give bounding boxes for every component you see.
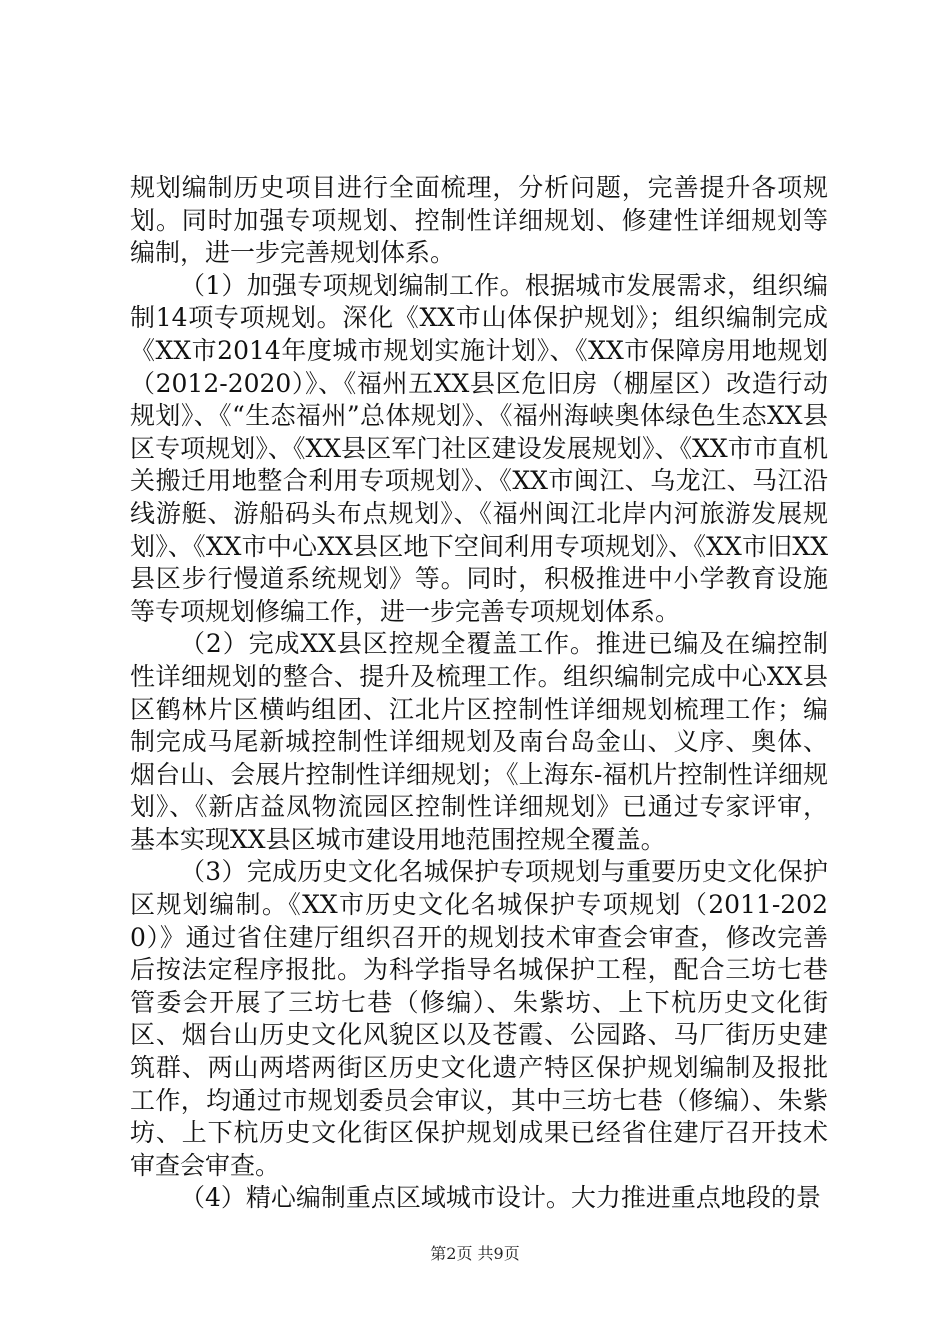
document-body [130,172,828,1215]
page-footer: 第2页 共9页 [430,1244,520,1263]
paragraph-urban-design: （4）精心编制重点区域城市设计。大力推进重点地段的景 [180,1183,821,1213]
paragraph-special-plans: （1）加强专项规划编制工作。根据城市发展需求，组织编制14项专项规划。深化《XX市山体保护规划》；组织编制完成《XX市2014年度城市规划实施计划》、《XX市保障房用地规划（2012-2020）》、《福州五XX县区危旧房（棚屋区）改造行动规划》、《“生态福州”总体规划》、《福州海峡奥体绿色生态XX县区专项规划》、《XX县区军门社区建设发展规划》、《XX市市直机关搬迁用地整合利用专项规划》、《XX市闽江、乌龙江、马江沿线游艇、游船码头布点规划》、《福州闽江北岸内河旅游发展规划》、《XX市中心XX县区地下空间利用专项规划》、《XX市旧XX县区步行慢道系统规划》等。同时，积极推进中小学教育设施等专项规划修编工作，进一步完善专项规划体系。 [130,270,828,626]
paragraph-continuation: 规划编制历史项目进行全面梳理，分析问题，完善提升各项规划。同时加强专项规划、控制性详细规划、修建性详细规划等编制，进一步完善规划体系。 [130,173,828,268]
paragraph-regulatory-plans: （2）完成XX县区控规全覆盖工作。推进已编及在编控制性详细规划的整合、提升及梳理工作。组织编制完成中心XX县区鹤林片区横屿组团、江北片区控制性详细规划梳理工作；编制完成马尾新城控制性详细规划及南台岛金山、义序、奥体、烟台山、会展片控制性详细规划；《上海东-福机片控制性详细规划》、《新店益凤物流园区控制性详细规划》已通过专家评审，基本实现XX县区城市建设用地范围控规全覆盖。 [130,629,828,854]
paragraph-historic-city-plans: （3）完成历史文化名城保护专项规划与重要历史文化保护区规划编制。《XX市历史文化名城保护专项规划（2011-2020）》通过省住建厅组织召开的规划技术审查会审查，修改完善后按法定程序报批。为科学指导名城保护工程，配合三坊七巷管委会开展了三坊七巷（修编）、朱紫坊、上下杭历史文化街区、烟台山历史文化风貌区以及苍霞、公园路、马厂街历史建筑群、两山两塔两街区历史文化遗产特区保护规划编制及报批工作，均通过市规划委员会审议，其中三坊七巷（修编）、朱紫坊、上下杭历史文化街区保护规划成果已经省住建厅召开技术审查会审查。 [130,857,828,1180]
